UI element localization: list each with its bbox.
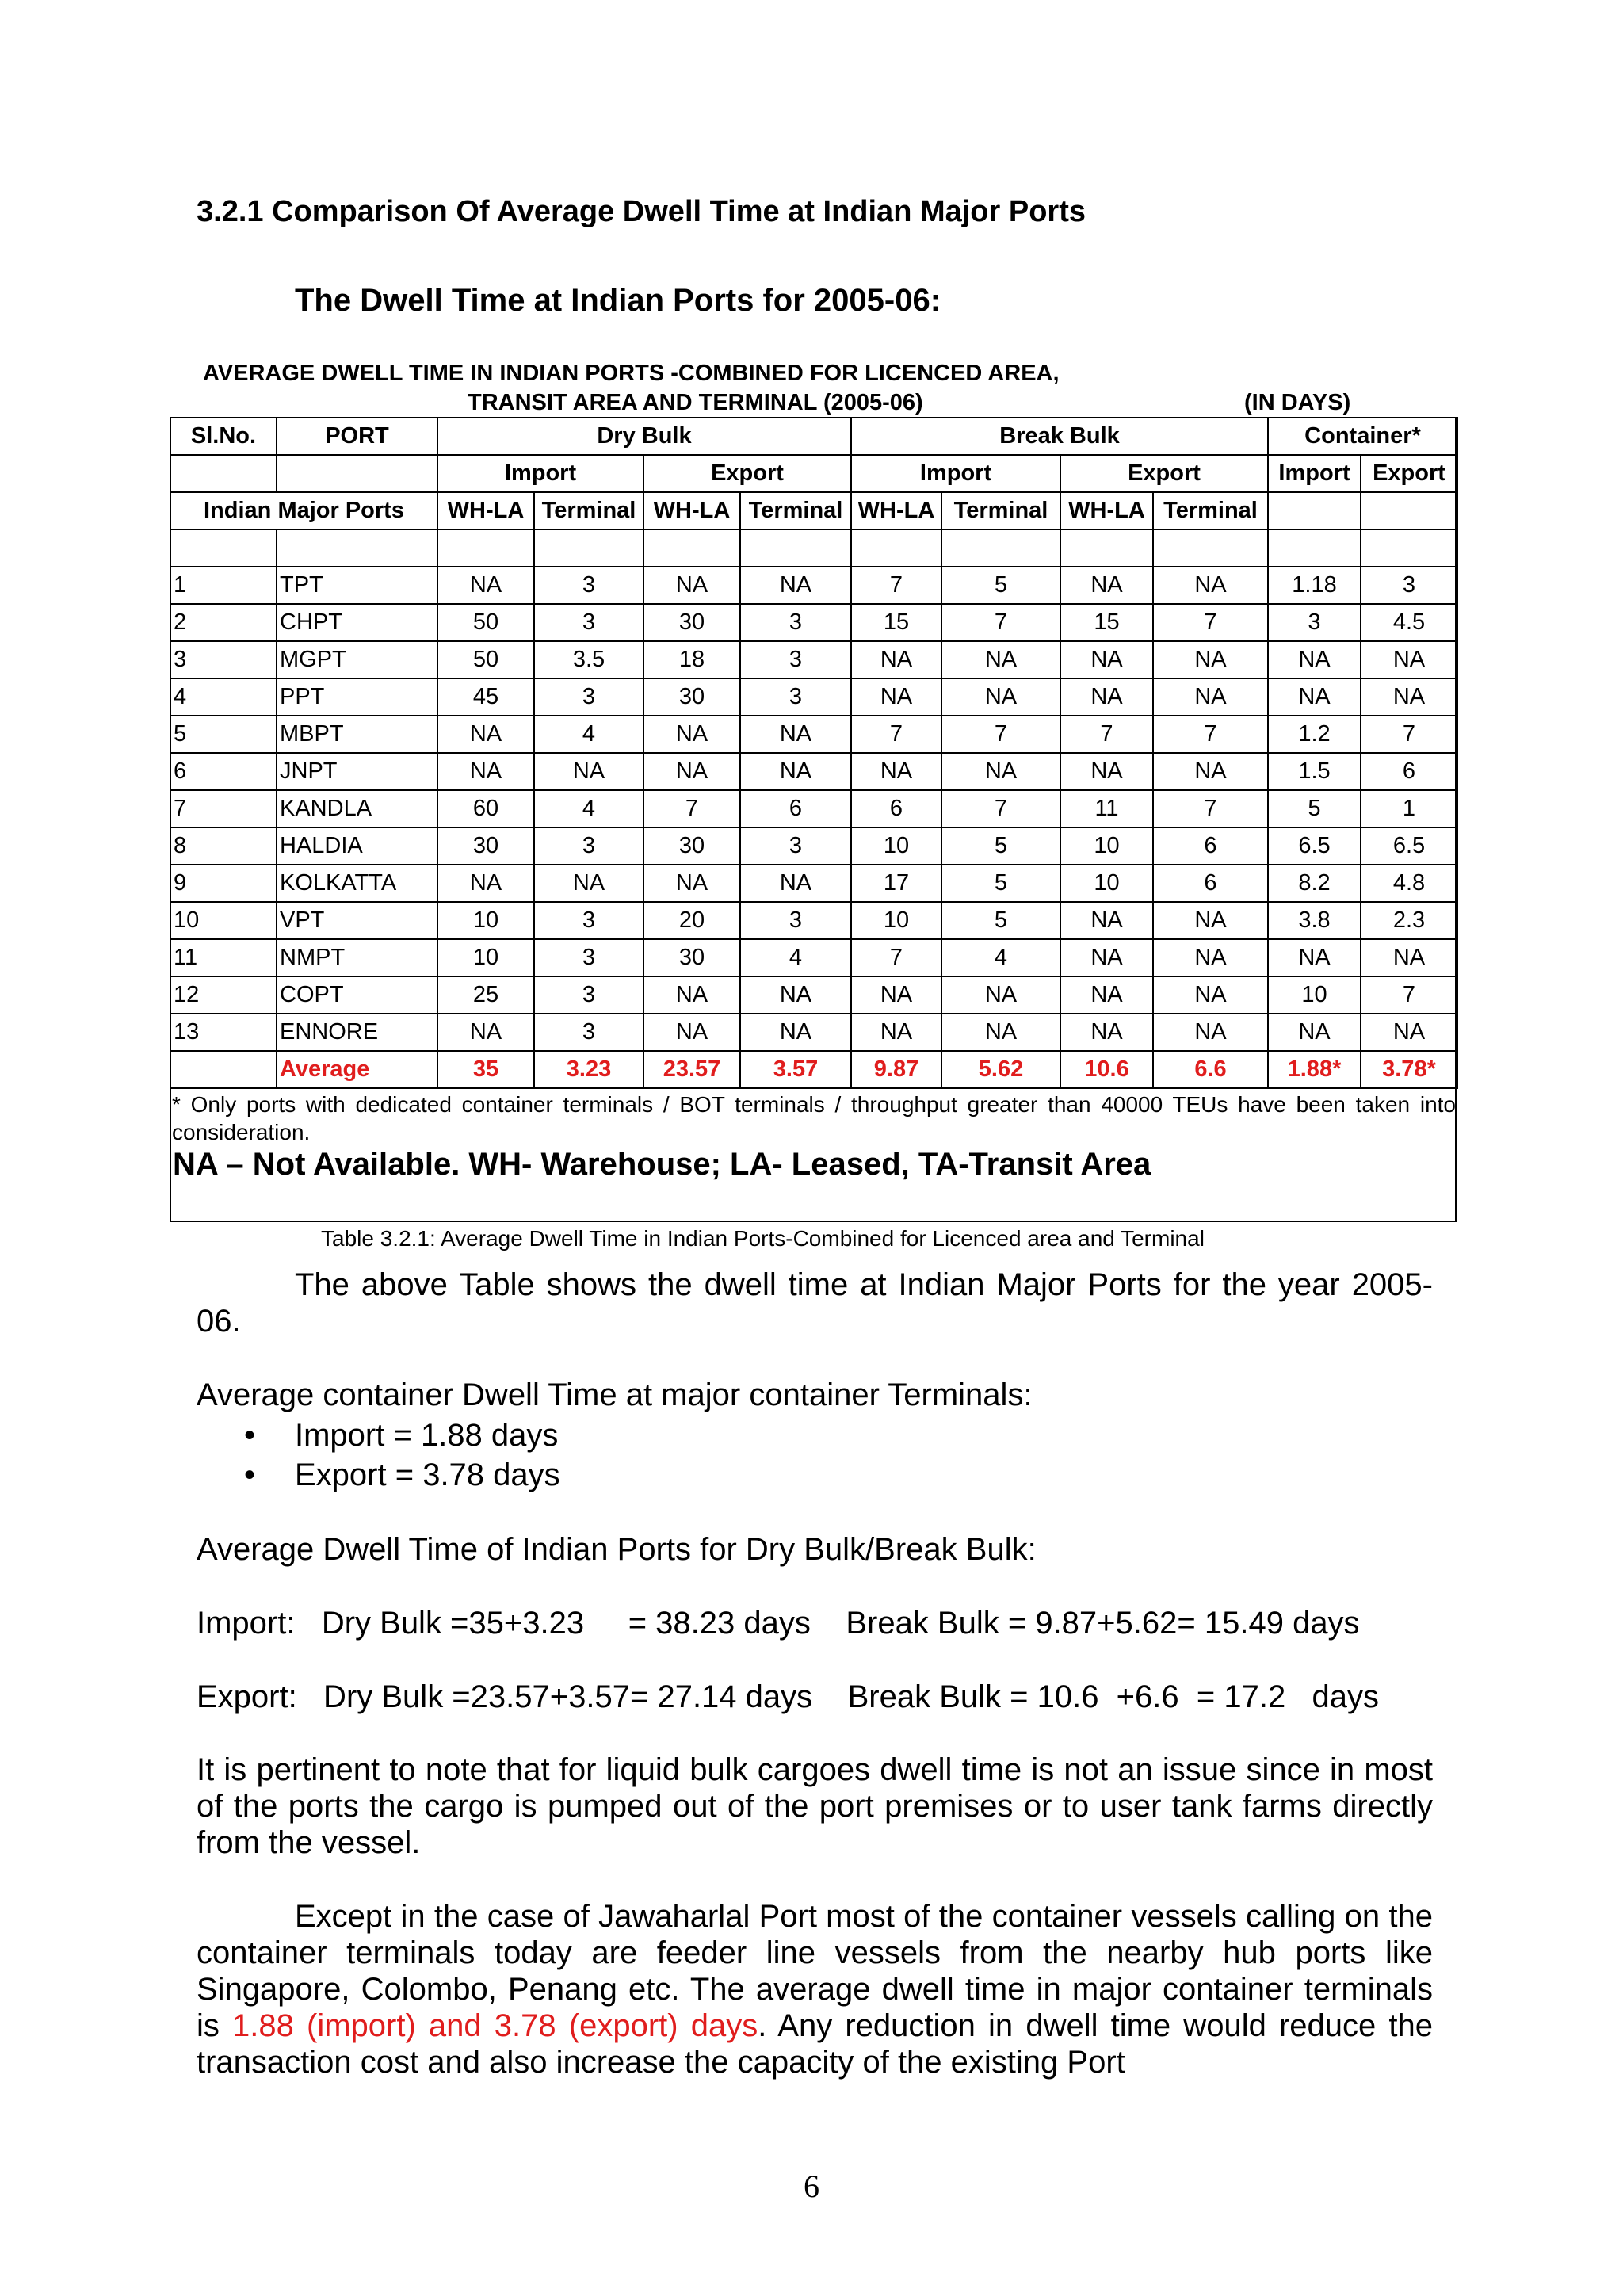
row-value: 7 bbox=[1153, 604, 1268, 641]
row-value: 3.5 bbox=[534, 641, 643, 678]
row-value: NA bbox=[643, 976, 740, 1014]
row-value: NA bbox=[941, 753, 1060, 790]
header-wh-la: WH-LA bbox=[1060, 492, 1153, 529]
bullet-icon: • bbox=[244, 1418, 256, 1453]
row-slno: 12 bbox=[170, 976, 277, 1014]
row-value: 3 bbox=[534, 1014, 643, 1051]
row-value: 15 bbox=[851, 604, 941, 641]
row-value: 7 bbox=[851, 716, 941, 753]
row-port: CHPT bbox=[277, 604, 437, 641]
header-container: Container* bbox=[1268, 418, 1457, 455]
row-value: 6.5 bbox=[1361, 827, 1457, 865]
row-value: NA bbox=[534, 753, 643, 790]
row-value: 6 bbox=[1361, 753, 1457, 790]
average-value: 1.88* bbox=[1268, 1051, 1361, 1088]
row-value: 3 bbox=[534, 939, 643, 976]
row-value: NA bbox=[1153, 939, 1268, 976]
row-value: 30 bbox=[643, 678, 740, 716]
row-value: 7 bbox=[941, 716, 1060, 753]
import-calculation: Import: Dry Bulk =35+3.23 = 38.23 days Break Bulk = 9.87+5.62= 15.49 days bbox=[197, 1606, 1360, 1641]
row-value: 45 bbox=[437, 678, 534, 716]
average-value: 10.6 bbox=[1060, 1051, 1153, 1088]
row-slno: 6 bbox=[170, 753, 277, 790]
row-value: NA bbox=[1060, 902, 1153, 939]
row-value: 3 bbox=[1268, 604, 1361, 641]
row-value: 4 bbox=[534, 716, 643, 753]
row-value: 11 bbox=[1060, 790, 1153, 827]
row-value: 7 bbox=[1153, 716, 1268, 753]
table-footnote: * Only ports with dedicated container terminals / BOT terminals / throughput greater than 40000 TEUs have been taken into consideration. bbox=[172, 1092, 1456, 1144]
row-value: 6 bbox=[740, 790, 851, 827]
row-value: 18 bbox=[643, 641, 740, 678]
row-value: 4 bbox=[740, 939, 851, 976]
row-value: 3 bbox=[1361, 567, 1457, 604]
header-wh-la: WH-LA bbox=[643, 492, 740, 529]
table-caption: Table 3.2.1: Average Dwell Time in Indian Ports-Combined for Licenced area and Terminal bbox=[321, 1226, 1205, 1251]
table-units: (IN DAYS) bbox=[1244, 390, 1351, 415]
row-value: 8.2 bbox=[1268, 865, 1361, 902]
row-value: 50 bbox=[437, 641, 534, 678]
table-row bbox=[170, 567, 1457, 604]
row-value: 4 bbox=[534, 790, 643, 827]
row-port: ENNORE bbox=[277, 1014, 437, 1051]
row-value: NA bbox=[1153, 976, 1268, 1014]
average-value: 5.62 bbox=[941, 1051, 1060, 1088]
row-value: NA bbox=[1153, 641, 1268, 678]
row-value: NA bbox=[1361, 678, 1457, 716]
row-value: 7 bbox=[643, 790, 740, 827]
average-empty-cell bbox=[170, 1051, 277, 1088]
row-value: NA bbox=[1060, 678, 1153, 716]
header-container-export: Export bbox=[1361, 455, 1457, 492]
highlighted-dwell-time: 1.88 (import) and 3.78 (export) days bbox=[232, 2008, 758, 2043]
row-port: KOLKATTA bbox=[277, 865, 437, 902]
row-port: HALDIA bbox=[277, 827, 437, 865]
row-value: 10 bbox=[1268, 976, 1361, 1014]
row-slno: 8 bbox=[170, 827, 277, 865]
table-title-line1: AVERAGE DWELL TIME IN INDIAN PORTS -COMBINED FOR LICENCED AREA, bbox=[203, 361, 1060, 386]
row-value: 3 bbox=[740, 604, 851, 641]
row-value: NA bbox=[1268, 1014, 1361, 1051]
row-value: 7 bbox=[941, 604, 1060, 641]
row-value: 6 bbox=[851, 790, 941, 827]
header-break-export: Export bbox=[1060, 455, 1268, 492]
row-value: 5 bbox=[941, 865, 1060, 902]
row-value: 1.2 bbox=[1268, 716, 1361, 753]
table-row bbox=[170, 716, 1457, 753]
average-label: Average bbox=[277, 1051, 437, 1088]
average-value: 3.78* bbox=[1361, 1051, 1457, 1088]
row-value: NA bbox=[1060, 567, 1153, 604]
sub-heading: The Dwell Time at Indian Ports for 2005-06: bbox=[295, 283, 941, 318]
header-terminal: Terminal bbox=[534, 492, 643, 529]
header-wh-la: WH-LA bbox=[851, 492, 941, 529]
table-row bbox=[170, 827, 1457, 865]
row-value: NA bbox=[1268, 641, 1361, 678]
row-value: 7 bbox=[1153, 790, 1268, 827]
row-value: NA bbox=[534, 865, 643, 902]
row-port: MBPT bbox=[277, 716, 437, 753]
row-value: NA bbox=[1153, 678, 1268, 716]
row-value: 10 bbox=[437, 902, 534, 939]
header-row-3 bbox=[170, 492, 1457, 529]
row-value: NA bbox=[851, 976, 941, 1014]
row-value: NA bbox=[1153, 902, 1268, 939]
row-slno: 11 bbox=[170, 939, 277, 976]
table-row bbox=[170, 865, 1457, 902]
table-row bbox=[170, 939, 1457, 976]
table-row bbox=[170, 902, 1457, 939]
row-value: NA bbox=[643, 716, 740, 753]
row-value: 6.5 bbox=[1268, 827, 1361, 865]
row-value: NA bbox=[437, 567, 534, 604]
row-value: NA bbox=[851, 753, 941, 790]
row-value: NA bbox=[851, 678, 941, 716]
paragraph-container-vessels bbox=[197, 1898, 1433, 2080]
row-value: 3 bbox=[534, 678, 643, 716]
dwell-time-table bbox=[170, 417, 1458, 1089]
row-value: NA bbox=[437, 865, 534, 902]
row-slno: 10 bbox=[170, 902, 277, 939]
row-slno: 9 bbox=[170, 865, 277, 902]
row-value: 3 bbox=[740, 827, 851, 865]
row-value: NA bbox=[1060, 976, 1153, 1014]
row-value: 1 bbox=[1361, 790, 1457, 827]
row-slno: 5 bbox=[170, 716, 277, 753]
row-value: 17 bbox=[851, 865, 941, 902]
row-value: NA bbox=[1060, 939, 1153, 976]
table-row bbox=[170, 976, 1457, 1014]
header-row-2 bbox=[170, 455, 1457, 492]
row-value: NA bbox=[851, 641, 941, 678]
average-value: 6.6 bbox=[1153, 1051, 1268, 1088]
row-value: NA bbox=[941, 1014, 1060, 1051]
header-wh-la: WH-LA bbox=[437, 492, 534, 529]
row-port: COPT bbox=[277, 976, 437, 1014]
row-value: 7 bbox=[1060, 716, 1153, 753]
paragraph-liquid-bulk: It is pertinent to note that for liquid bulk cargoes dwell time is not an issue since in most of the ports the cargo is pumped out of the port premises or to user tank farms directly from the vessel. bbox=[197, 1752, 1433, 1860]
row-value: NA bbox=[1361, 641, 1457, 678]
row-value: 30 bbox=[643, 939, 740, 976]
row-value: 6 bbox=[1153, 865, 1268, 902]
row-value: 10 bbox=[1060, 865, 1153, 902]
row-value: NA bbox=[1268, 939, 1361, 976]
row-value: NA bbox=[740, 865, 851, 902]
row-value: 3 bbox=[534, 976, 643, 1014]
row-value: NA bbox=[643, 567, 740, 604]
table-row bbox=[170, 641, 1457, 678]
header-break-import: Import bbox=[851, 455, 1060, 492]
row-value: 10 bbox=[851, 902, 941, 939]
header-container-import: Import bbox=[1268, 455, 1361, 492]
average-value: 3.57 bbox=[740, 1051, 851, 1088]
row-value: 4.8 bbox=[1361, 865, 1457, 902]
row-value: NA bbox=[1153, 1014, 1268, 1051]
page-number: 6 bbox=[804, 2168, 819, 2204]
paragraph-table-summary: The above Table shows the dwell time at Indian Major Ports for the year 2005-06. bbox=[197, 1267, 1433, 1339]
row-value: NA bbox=[851, 1014, 941, 1051]
row-value: NA bbox=[643, 865, 740, 902]
row-value: 1.5 bbox=[1268, 753, 1361, 790]
row-value: 3 bbox=[740, 641, 851, 678]
header-indian-major-ports: Indian Major Ports bbox=[170, 492, 437, 529]
row-value: 6 bbox=[1153, 827, 1268, 865]
row-slno: 7 bbox=[170, 790, 277, 827]
row-value: NA bbox=[740, 976, 851, 1014]
row-slno: 13 bbox=[170, 1014, 277, 1051]
average-value: 35 bbox=[437, 1051, 534, 1088]
row-value: 3 bbox=[534, 902, 643, 939]
header-terminal: Terminal bbox=[941, 492, 1060, 529]
table-title-line2: TRANSIT AREA AND TERMINAL (2005-06) bbox=[468, 390, 923, 415]
row-value: NA bbox=[437, 1014, 534, 1051]
row-value: 5 bbox=[941, 827, 1060, 865]
row-port: NMPT bbox=[277, 939, 437, 976]
row-value: 5 bbox=[941, 902, 1060, 939]
row-value: 20 bbox=[643, 902, 740, 939]
table-row bbox=[170, 678, 1457, 716]
row-value: 7 bbox=[851, 939, 941, 976]
row-value: NA bbox=[1153, 753, 1268, 790]
average-value: 23.57 bbox=[643, 1051, 740, 1088]
row-value: NA bbox=[1361, 1014, 1457, 1051]
row-value: 30 bbox=[643, 827, 740, 865]
row-port: VPT bbox=[277, 902, 437, 939]
row-value: NA bbox=[643, 1014, 740, 1051]
header-dry-bulk: Dry Bulk bbox=[437, 418, 851, 455]
row-value: 10 bbox=[1060, 827, 1153, 865]
row-value: NA bbox=[740, 716, 851, 753]
row-value: 60 bbox=[437, 790, 534, 827]
row-value: NA bbox=[1060, 1014, 1153, 1051]
paragraph-container-heading: Average container Dwell Time at major container Terminals: bbox=[197, 1377, 1033, 1412]
header-slno: Sl.No. bbox=[170, 418, 277, 455]
row-value: NA bbox=[1268, 678, 1361, 716]
row-value: 4.5 bbox=[1361, 604, 1457, 641]
row-value: 1.18 bbox=[1268, 567, 1361, 604]
row-value: 2.3 bbox=[1361, 902, 1457, 939]
bullet-text: Import = 1.88 days bbox=[295, 1418, 559, 1453]
paragraph-text: . Any reduction in dwell time would reduce the transaction cost and also increase the capacity of the existing Port bbox=[197, 2008, 1434, 2080]
row-value: 7 bbox=[941, 790, 1060, 827]
table-legend: NA – Not Available. WH- Warehouse; LA- Leased, TA-Transit Area bbox=[173, 1147, 1151, 1182]
header-terminal: Terminal bbox=[740, 492, 851, 529]
row-value: NA bbox=[437, 753, 534, 790]
header-port: PORT bbox=[277, 418, 437, 455]
table-row bbox=[170, 604, 1457, 641]
bullet-text: Export = 3.78 days bbox=[295, 1457, 560, 1492]
row-value: 10 bbox=[437, 939, 534, 976]
row-port: PPT bbox=[277, 678, 437, 716]
paragraph-bulk-heading: Average Dwell Time of Indian Ports for Dry Bulk/Break Bulk: bbox=[197, 1532, 1037, 1567]
row-value: 7 bbox=[1361, 716, 1457, 753]
bullet-item bbox=[244, 1417, 558, 1454]
bullet-item bbox=[244, 1457, 560, 1493]
row-value: 5 bbox=[941, 567, 1060, 604]
row-value: NA bbox=[1060, 641, 1153, 678]
row-value: NA bbox=[941, 641, 1060, 678]
row-port: KANDLA bbox=[277, 790, 437, 827]
row-value: 30 bbox=[643, 604, 740, 641]
header-dry-import: Import bbox=[437, 455, 643, 492]
header-row-1 bbox=[170, 418, 1457, 455]
row-value: NA bbox=[740, 1014, 851, 1051]
row-value: 7 bbox=[1361, 976, 1457, 1014]
row-slno: 4 bbox=[170, 678, 277, 716]
row-value: NA bbox=[1361, 939, 1457, 976]
row-value: 7 bbox=[851, 567, 941, 604]
row-slno: 2 bbox=[170, 604, 277, 641]
section-heading: 3.2.1 Comparison Of Average Dwell Time at Indian Major Ports bbox=[197, 195, 1086, 228]
row-value: 25 bbox=[437, 976, 534, 1014]
bullet-icon: • bbox=[244, 1457, 256, 1492]
header-break-bulk: Break Bulk bbox=[851, 418, 1268, 455]
average-row bbox=[170, 1051, 1457, 1088]
average-value: 9.87 bbox=[851, 1051, 941, 1088]
row-port: MGPT bbox=[277, 641, 437, 678]
row-value: 15 bbox=[1060, 604, 1153, 641]
row-slno: 3 bbox=[170, 641, 277, 678]
row-value: 4 bbox=[941, 939, 1060, 976]
row-value: NA bbox=[643, 753, 740, 790]
row-value: NA bbox=[740, 753, 851, 790]
row-value: 3 bbox=[534, 604, 643, 641]
paragraph-text: Except in the case of Jawaharlal Port most of the container vessels calling on the container terminals today are feeder line vessels from the nearby hub ports like Singapore, Colombo, Penang etc. The average dwell time in major container terminals is bbox=[197, 1899, 1433, 2043]
row-value: NA bbox=[941, 678, 1060, 716]
header-dry-export: Export bbox=[643, 455, 851, 492]
row-value: 3.8 bbox=[1268, 902, 1361, 939]
row-value: 3 bbox=[740, 902, 851, 939]
row-value: NA bbox=[1153, 567, 1268, 604]
export-calculation: Export: Dry Bulk =23.57+3.57= 27.14 days Break Bulk = 10.6 +6.6 = 17.2 days bbox=[197, 1679, 1380, 1714]
row-value: 10 bbox=[851, 827, 941, 865]
table-row bbox=[170, 790, 1457, 827]
row-port: JNPT bbox=[277, 753, 437, 790]
row-value: 3 bbox=[534, 567, 643, 604]
average-value: 3.23 bbox=[534, 1051, 643, 1088]
row-value: NA bbox=[1060, 753, 1153, 790]
row-value: 30 bbox=[437, 827, 534, 865]
row-value: NA bbox=[740, 567, 851, 604]
row-value: 3 bbox=[740, 678, 851, 716]
row-value: 3 bbox=[534, 827, 643, 865]
table-row bbox=[170, 753, 1457, 790]
table-row bbox=[170, 1014, 1457, 1051]
row-value: NA bbox=[941, 976, 1060, 1014]
row-value: 5 bbox=[1268, 790, 1361, 827]
row-value: 50 bbox=[437, 604, 534, 641]
header-terminal: Terminal bbox=[1153, 492, 1268, 529]
row-port: TPT bbox=[277, 567, 437, 604]
row-slno: 1 bbox=[170, 567, 277, 604]
blank-row bbox=[170, 529, 1457, 567]
row-value: NA bbox=[437, 716, 534, 753]
